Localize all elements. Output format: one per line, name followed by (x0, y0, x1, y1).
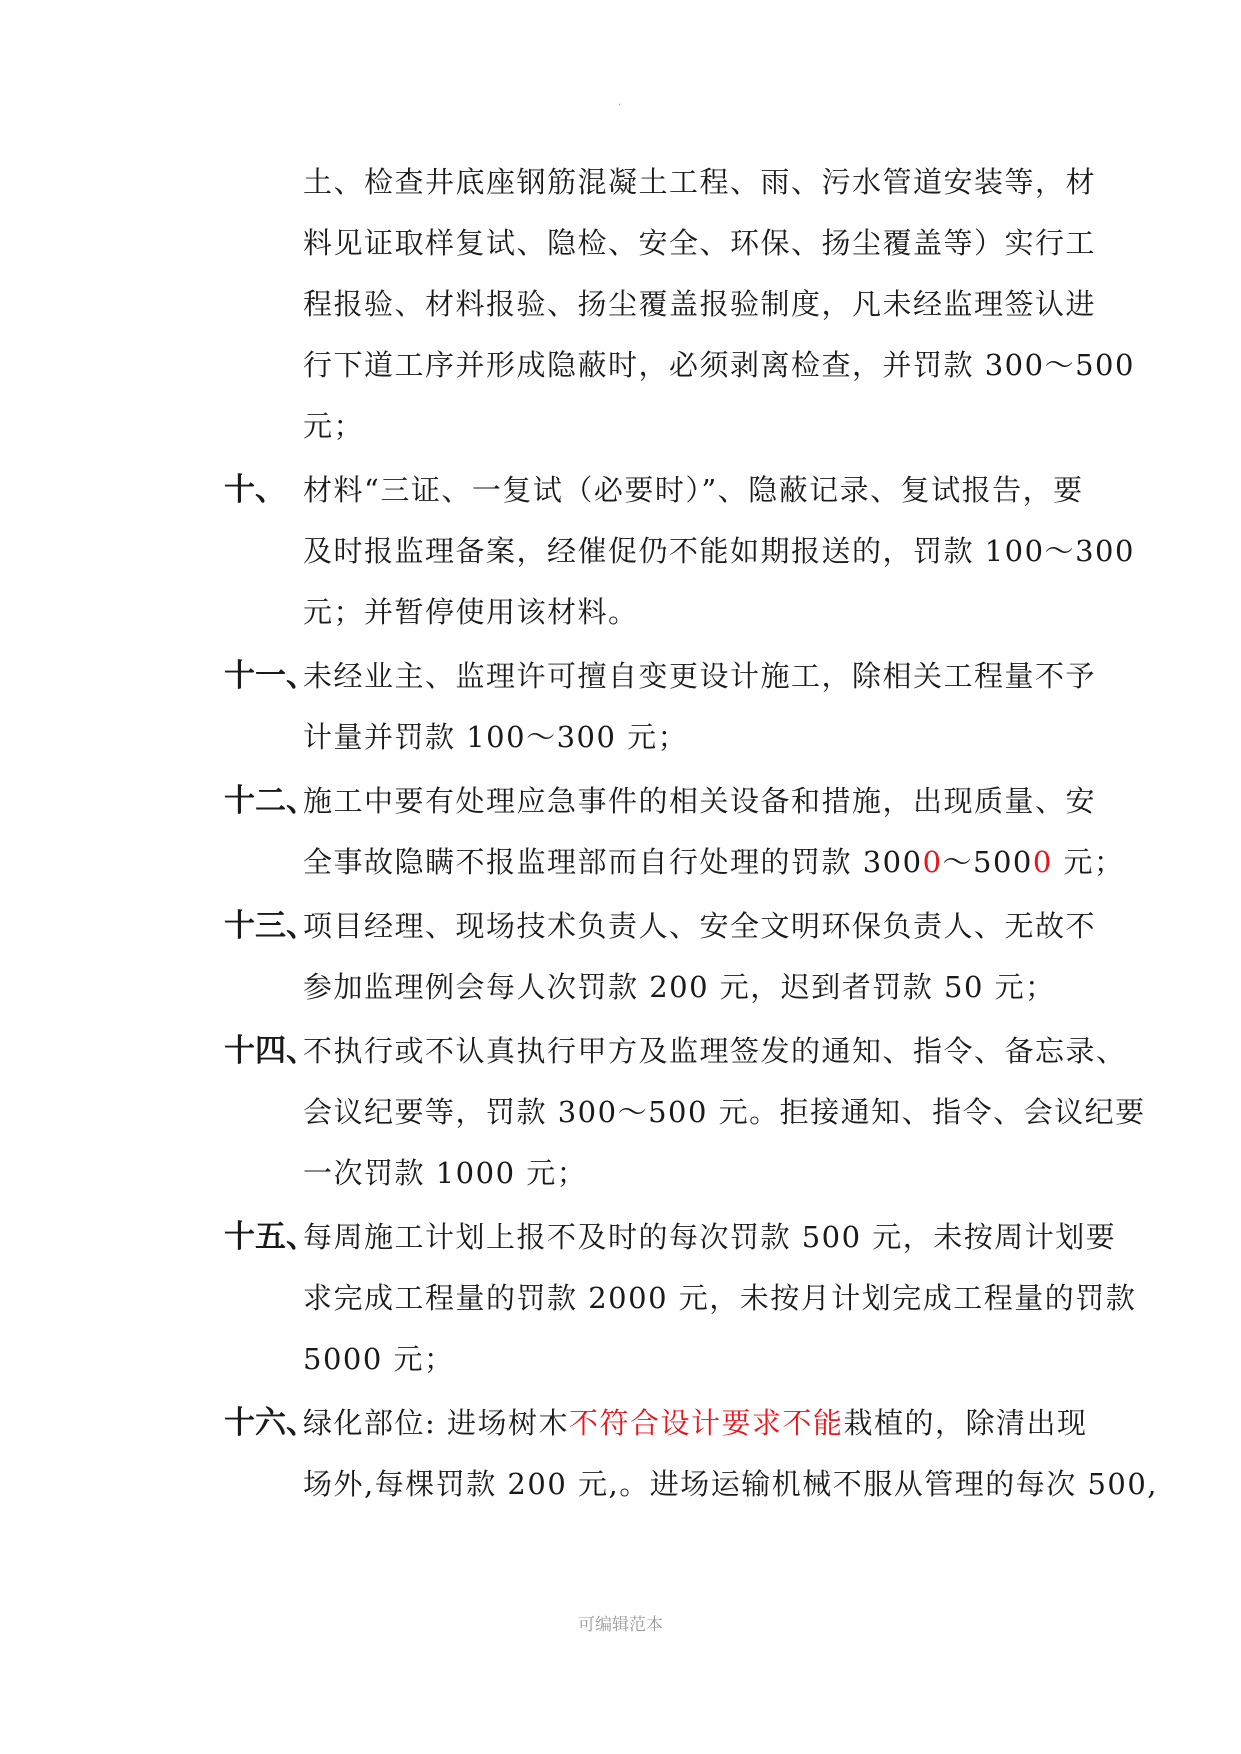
item11-line-2: 计量并罚款 100～300 元； (303, 720, 689, 754)
item9-line-3: 程报验、材料报验、扬尘覆盖报验制度，凡未经监理签认进 (303, 287, 1097, 321)
item12-line-2 (303, 842, 1125, 882)
item11-number: 十一、 (224, 658, 317, 694)
footer-label: 可编辑范本 (578, 1615, 663, 1635)
item15-line-2: 求完成工程量的罚款 2000 元，未按月计划完成工程量的罚款 (303, 1281, 1137, 1315)
item15-number: 十五、 (224, 1219, 317, 1255)
item14-line-2: 会议纪要等，罚款 300～500 元。拒接通知、指令、会议纪要 (303, 1095, 1146, 1129)
item10-line-1: 材料“三证、一复试（必要时）”、隐蔽记录、复试报告，要 (303, 473, 1084, 507)
item14-line-1: 不执行或不认真执行甲方及监理签发的通知、指令、备忘录、 (303, 1034, 1127, 1068)
item16-red-text: 不符合设计要求不能 (569, 1406, 844, 1440)
item16-number: 十六、 (224, 1405, 317, 1441)
item12-red-digit-2: 0 (1032, 845, 1053, 879)
item16-line-1-text-b: 栽植的，除清出现 (843, 1406, 1088, 1440)
item10-number: 十、 (224, 472, 286, 508)
item10-line-3: 元；并暂停使用该材料。 (303, 595, 639, 629)
item15-line-1: 每周施工计划上报不及时的每次罚款 500 元，未按周计划要 (303, 1220, 1117, 1254)
item12-number: 十二、 (224, 783, 317, 819)
item12-line-1: 施工中要有处理应急事件的相关设备和措施，出现质量、安 (303, 784, 1097, 818)
item9-line-4: 行下道工序并形成隐蔽时，必须剥离检查，并罚款 300～500 (303, 348, 1135, 382)
item14-number: 十四、 (224, 1033, 317, 1069)
item12-line-2-text-b: ～500 (942, 845, 1033, 879)
item9-line-5: 元； (303, 409, 365, 443)
header-mark: · (618, 100, 622, 111)
item16-line-1-text-a: 绿化部位: 进场树木 (303, 1406, 569, 1440)
item12-line-2-text-c: 元； (1052, 845, 1125, 879)
item16-line-2: 场外,每棵罚款 200 元,。进场运输机械不服从管理的每次 500, (303, 1467, 1159, 1501)
item10-line-2: 及时报监理备案，经催促仍不能如期报送的，罚款 100～300 (303, 534, 1135, 568)
item12-line-2-text-a: 全事故隐瞒不报监理部而自行处理的罚款 300 (303, 845, 923, 879)
item12-red-digit-1: 0 (922, 845, 943, 879)
item14-line-3: 一次罚款 1000 元； (303, 1156, 588, 1190)
item16-line-1 (303, 1403, 1088, 1443)
item13-line-2: 参加监理例会每人次罚款 200 元，迟到者罚款 50 元； (303, 970, 1056, 1004)
item9-line-2: 料见证取样复试、隐检、安全、环保、扬尘覆盖等）实行工 (303, 226, 1097, 260)
item13-number: 十三、 (224, 908, 317, 944)
item13-line-1: 项目经理、现场技术负责人、安全文明环保负责人、无故不 (303, 909, 1097, 943)
item11-line-1: 未经业主、监理许可擅自变更设计施工，除相关工程量不予 (303, 659, 1097, 693)
item9-line-1: 土、检查井底座钢筋混凝土工程、雨、污水管道安装等，材 (303, 165, 1097, 199)
item15-line-3: 5000 元； (303, 1342, 455, 1376)
